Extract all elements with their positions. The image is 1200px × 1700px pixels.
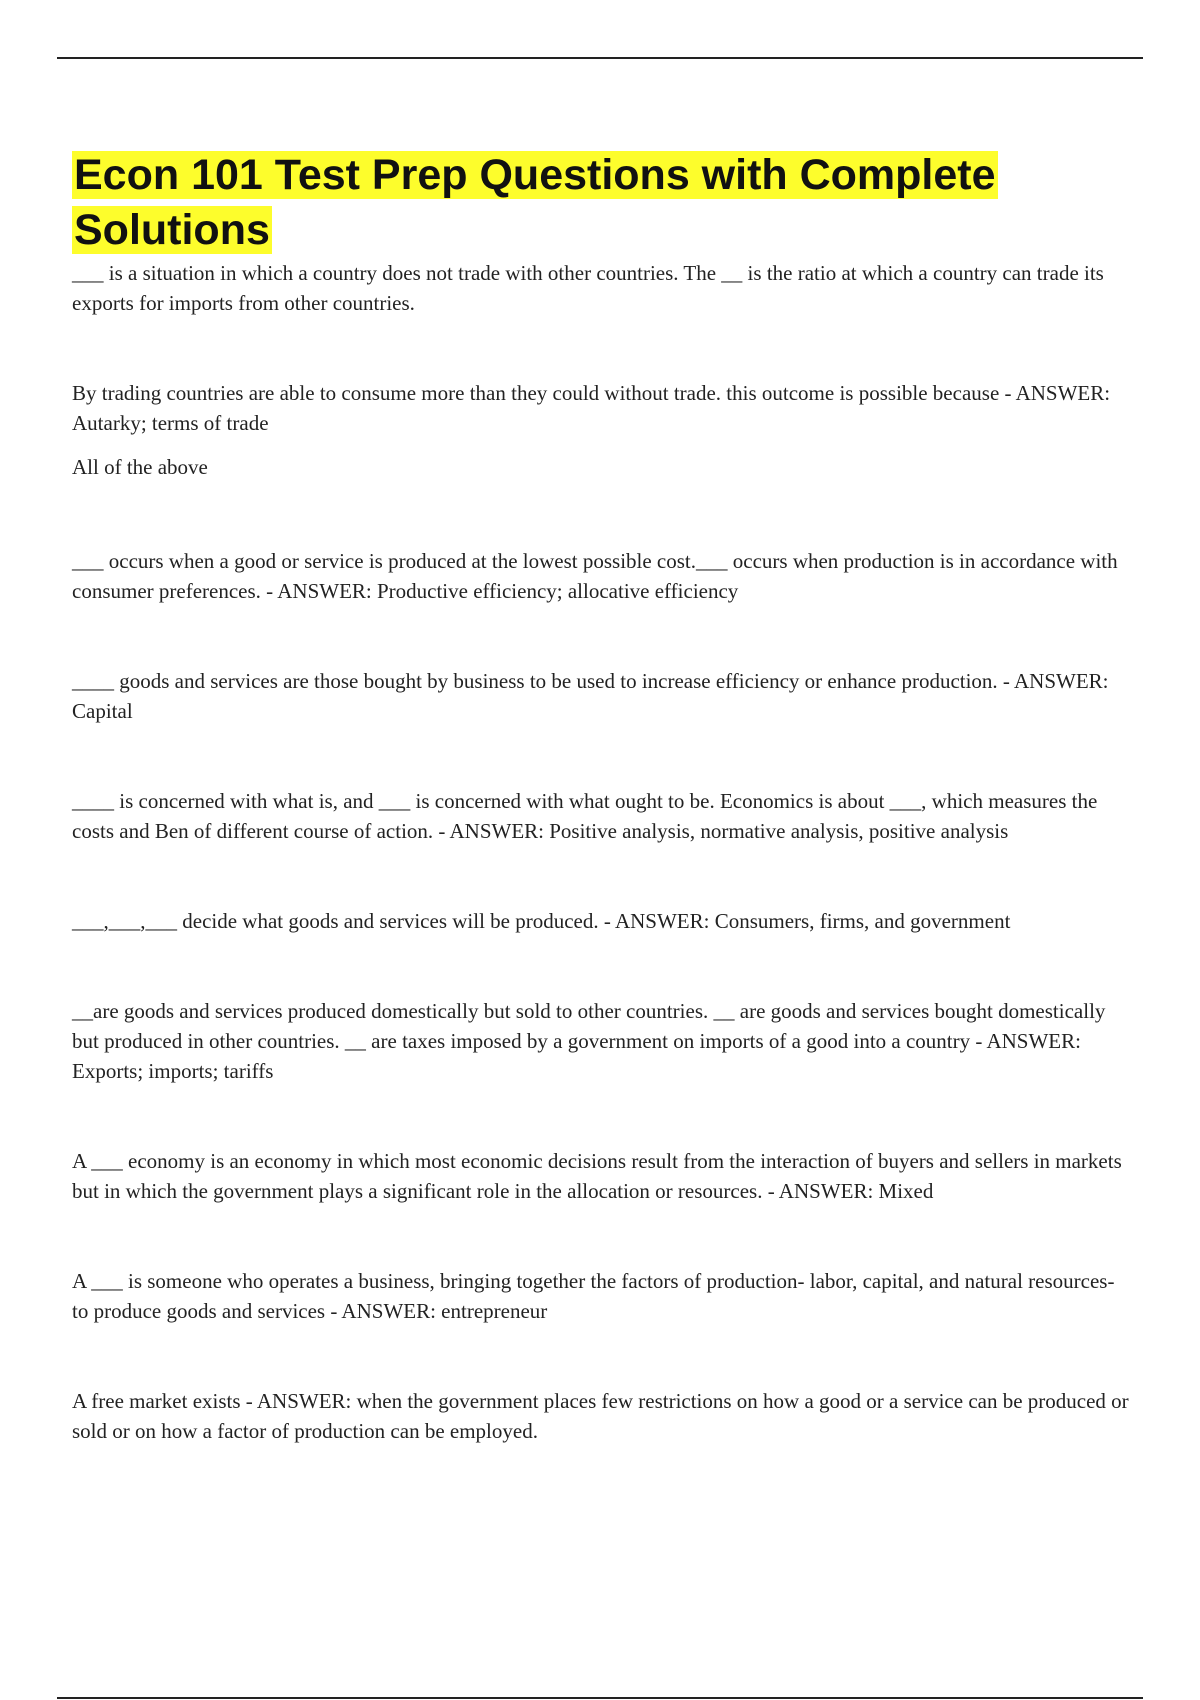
- qa-paragraph-1: ___ is a situation in which a country does not trade with other countries. The __ is the ratio at which a country can trade its exports for imports from other countries.: [72, 261, 1104, 315]
- title-highlight: Econ 101 Test Prep Questions with Complete Solutions: [74, 151, 996, 254]
- qa-paragraph-3: All of the above: [72, 455, 208, 479]
- bottom-rule: [57, 1697, 1143, 1699]
- top-rule: [57, 57, 1143, 59]
- qa-paragraph-10: A ___ is someone who operates a business, bringing together the factors of production- labor, capital, and natural resources- to produce goods and services - ANSWER: entrepreneur: [72, 1269, 1115, 1323]
- qa-paragraph-8: __are goods and services produced domestically but sold to other countries. __ are goods and services bought domestically but produced in other countries. __ are taxes imposed by a government on imports of a good into a country - ANSWER: Exports; imports; tariffs: [72, 999, 1106, 1083]
- qa-paragraph-5: ____ goods and services are those bought by business to be used to increase efficiency or enhance production. - ANSWER: Capital: [72, 669, 1109, 723]
- qa-paragraph-7: ___,___,___ decide what goods and services will be produced. - ANSWER: Consumers, firms, and government: [72, 909, 1011, 933]
- document-title: [72, 148, 1132, 258]
- qa-paragraph-6: ____ is concerned with what is, and ___ is concerned with what ought to be. Economics is about ___, which measures the costs and Ben of different course of action. - ANSWER: Positive analysis, normative analysis, positive analysis: [72, 789, 1098, 843]
- qa-paragraph-4: ___ occurs when a good or service is produced at the lowest possible cost.___ occurs when production is in accordance with consumer preferences. - ANSWER: Productive efficiency; allocative efficiency: [72, 549, 1118, 603]
- qa-paragraph-2: By trading countries are able to consume more than they could without trade. this outcome is possible because - ANSWER: Autarky; terms of trade: [72, 381, 1111, 435]
- qa-paragraph-11: A free market exists - ANSWER: when the government places few restrictions on how a good or a service can be produced or sold or on how a factor of production can be employed.: [72, 1389, 1129, 1443]
- document-body: [72, 148, 1132, 1446]
- qa-paragraph-9: A ___ economy is an economy in which most economic decisions result from the interaction of buyers and sellers in markets but in which the government plays a significant role in the allocation or resources. - ANSWER: Mixed: [72, 1149, 1122, 1203]
